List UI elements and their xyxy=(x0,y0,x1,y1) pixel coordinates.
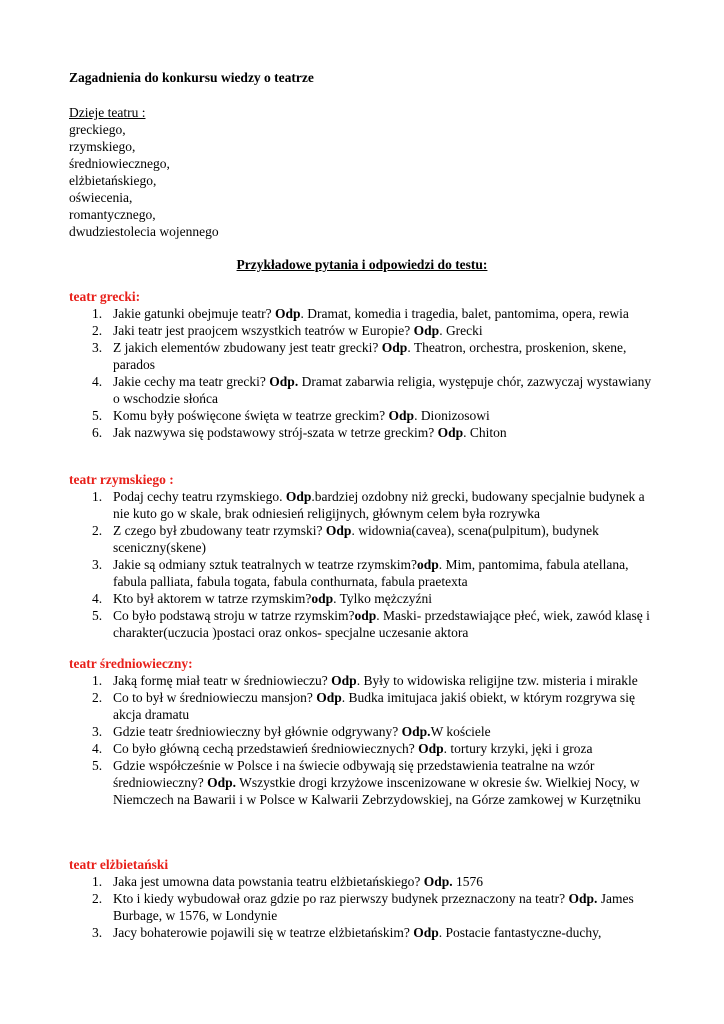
list-item: 6. Jak nazwywa się podstawowy strój-szata w tetrze greckim? Odp. Chiton xyxy=(92,425,507,440)
history-item: greckiego, xyxy=(69,122,126,137)
history-item: średniowiecznego, xyxy=(69,156,170,171)
list-item: 1. Jakie gatunki obejmuje teatr? Odp. Dramat, komedia i tragedia, balet, pantomima, opera, rewia xyxy=(92,306,629,321)
question-list-roman xyxy=(0,488,724,641)
list-item: 3. Gdzie teatr średniowieczny był głównie odgrywany? Odp.W kościele xyxy=(92,724,491,739)
list-item: 3. Jakie są odmiany sztuk teatralnych w teatrze rzymskim?odp. Mim, pantomima, fabula atellana, fabula palliata, fabula togata, fabula conthurnata, fabula praetexta xyxy=(92,557,629,589)
list-item: 5. Gdzie współcześnie w Polsce i na świecie odbywają się przedstawienia teatralne na wzór średniowieczny? Odp. Wszystkie drogi krzyżowe inscenizowane w okresie św. Wielkiej Nocy, w Niemczech na Bawarii i w Polsce w Kalwarii Zebrzydowskiej, na Górze zamkowej w Kurzętniku xyxy=(92,758,641,807)
history-item: romantycznego, xyxy=(69,207,156,222)
list-item: 1. Jaką formę miał teatr w średniowieczu? Odp. Były to widowiska religijne tzw. misteria i mirakle xyxy=(92,673,638,688)
question-list-medieval xyxy=(0,672,724,808)
list-item: 2. Kto i kiedy wybudował oraz gdzie po raz pierwszy budynek przeznaczony na teatr? Odp. James Burbage, w 1576, w Londynie xyxy=(92,891,634,923)
list-item: 2. Jaki teatr jest praojcem wszystkich teatrów w Europie? Odp. Grecki xyxy=(92,323,483,338)
history-item: elżbietańskiego, xyxy=(69,173,157,188)
list-item: 5. Co było podstawą stroju w tatrze rzymskim?odp. Maski- przedstawiające płeć, wiek, zawód klasę i charakter(uczucia )postaci oraz onkos- specjalne uczesanie aktora xyxy=(92,608,650,640)
section-heading-medieval: teatr średniowieczny: xyxy=(69,656,193,671)
history-item: rzymskiego, xyxy=(69,139,136,154)
list-item: 4. Kto był aktorem w tatrze rzymskim?odp. Tylko mężczyźni xyxy=(92,591,433,606)
history-item: oświecenia, xyxy=(69,190,133,205)
document-title: Zagadnienia do konkursu wiedzy o teatrze xyxy=(69,70,314,85)
history-item: dwudziestolecia wojennego xyxy=(69,224,219,239)
list-item: 5. Komu były poświęcone święta w teatrze greckim? Odp. Dionizosowi xyxy=(92,408,490,423)
list-item: 2. Co to był w średniowieczu mansjon? Odp. Budka imitujaca jakiś obiekt, w którym rozgrywa się akcja dramatu xyxy=(92,690,635,722)
question-list-elizabethan xyxy=(0,873,724,941)
history-heading: Dzieje teatru : xyxy=(69,105,146,120)
list-item: 1. Jaka jest umowna data powstania teatru elżbietańskiego? Odp. 1576 xyxy=(92,874,484,889)
question-list-greek xyxy=(0,305,724,441)
theatre-history-list xyxy=(69,104,219,240)
list-item: 1. Podaj cechy teatru rzymskiego. Odp.bardziej ozdobny niż grecki, budowany specjalnie budynek a nie kuto go w skale, brak odniesień religijnych, głównym celem była rozrywka xyxy=(92,489,645,521)
qa-title: Przykładowe pytania i odpowiedzi do testu: xyxy=(236,257,488,272)
list-item: 4. Jakie cechy ma teatr grecki? Odp. Dramat zabarwia religia, występuje chór, zazwyczaj wystawiany o wschodzie słońca xyxy=(92,374,652,406)
list-item: 3. Jacy bohaterowie pojawili się w teatrze elżbietańskim? Odp. Postacie fantastyczne-duchy, xyxy=(92,925,602,940)
list-item: 3. Z jakich elementów zbudowany jest teatr grecki? Odp. Theatron, orchestra, proskenion, skene, parados xyxy=(92,340,627,372)
section-heading-roman: teatr rzymskiego : xyxy=(69,472,174,487)
list-item: 2. Z czego był zbudowany teatr rzymski? Odp. widownia(cavea), scena(pulpitum), budynek sceniczny(skene) xyxy=(92,523,599,555)
section-heading-elizabethan: teatr elżbietański xyxy=(69,857,169,872)
section-heading-greek: teatr grecki: xyxy=(69,289,141,304)
list-item: 4. Co było główną cechą przedstawień średniowiecznych? Odp. tortury krzyki, jęki i groza xyxy=(92,741,593,756)
